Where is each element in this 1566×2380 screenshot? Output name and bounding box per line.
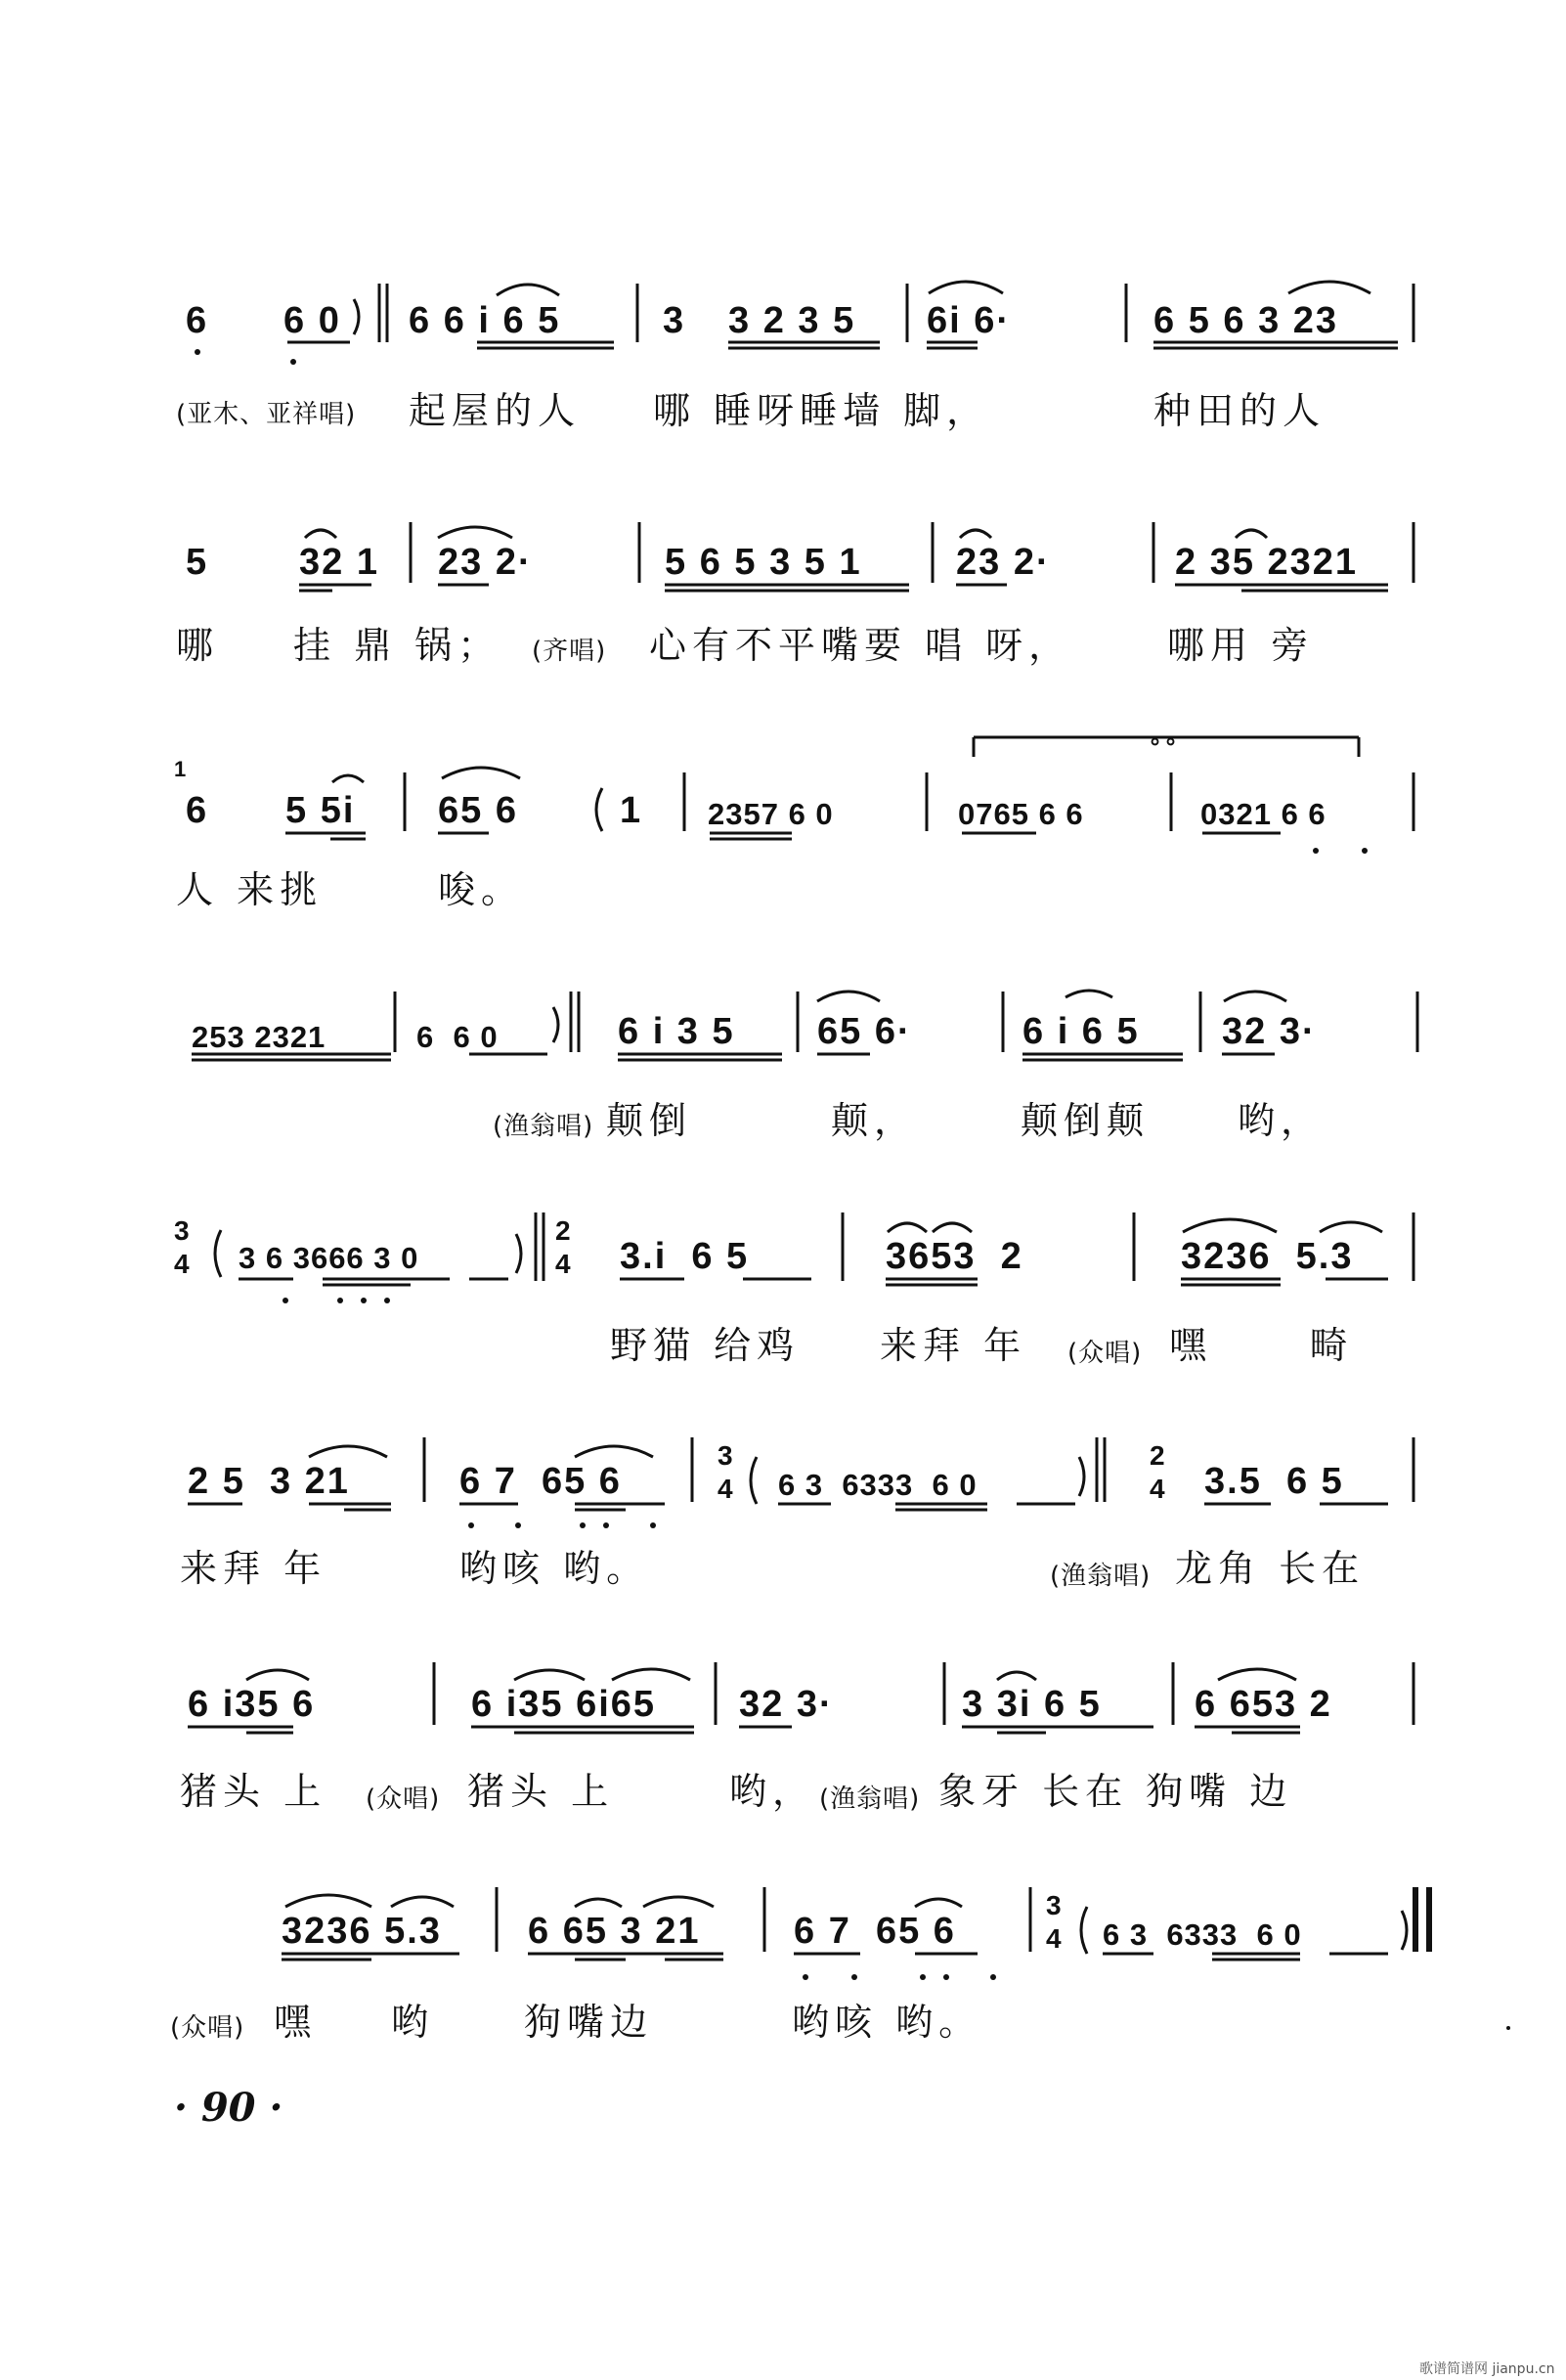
note-group: 65 6 (438, 790, 518, 831)
lyric: 哪 睡呀睡墙 脚， (653, 389, 990, 432)
note-group: 2 35 2321 (1175, 542, 1359, 583)
lyric: 起屋的人 (409, 389, 582, 432)
note-group: 2 5 3 21 (188, 1461, 350, 1502)
lyric: 嘿 (1169, 1324, 1213, 1367)
note-group: 3236 5.3 (1181, 1236, 1354, 1277)
note-group: 6 i 3 5 (618, 1011, 735, 1052)
note-group: 3.i 6 5 (620, 1236, 750, 1277)
grace-note: 1 (174, 757, 188, 781)
role-label: (亚木、亚祥唱) (176, 400, 357, 429)
note-group: 253 2321 (192, 1020, 326, 1054)
lyric: 畸 (1310, 1324, 1354, 1367)
page-number: · 90 · (174, 2085, 283, 2131)
time-sig-bottom: 4 (1150, 1474, 1167, 1504)
time-sig-top: 3 (718, 1440, 735, 1471)
note-group: 6 5 6 3 23 (1153, 300, 1339, 341)
note: 5 (186, 542, 209, 583)
note: 6 (186, 300, 209, 341)
role-label: (众唱) (366, 1785, 441, 1814)
lyric: 心有不平嘴要 唱 呀， (649, 624, 1072, 667)
lyric: 哟， (1238, 1099, 1325, 1142)
note-group: 0765 6 6 (958, 797, 1084, 831)
note-group: 32 3· (739, 1684, 834, 1725)
note-group: 23 2· (956, 542, 1051, 583)
note-group: 5 6 5 3 5 1 (665, 542, 862, 583)
lyric: 来拜 年 (180, 1547, 327, 1590)
note-group: 3236 5.3 (282, 1911, 442, 1952)
note: 3 (663, 300, 686, 341)
lyric: 哪 (176, 624, 220, 667)
note-group: 6 7 65 6 (794, 1911, 956, 1952)
lyric: 哟咳 哟。 (792, 2001, 982, 2044)
role-label: (渔翁唱) (1050, 1562, 1152, 1591)
note-group: 6 0 (283, 300, 341, 341)
role-label: (众唱) (170, 2013, 245, 2043)
note-group: 6 i 6 5 (1022, 1011, 1140, 1052)
lyric: 种田的人 (1153, 389, 1327, 432)
role-label: (众唱) (1067, 1339, 1143, 1368)
note-group: 3 3i 6 5 (962, 1684, 1102, 1725)
lyric: 狗嘴边 (524, 2001, 654, 2044)
time-sig-top: 2 (555, 1215, 573, 1246)
time-sig-bottom: 4 (1046, 1923, 1064, 1954)
note-group: 3 2 3 5 (728, 300, 856, 341)
time-sig-top: 2 (1150, 1440, 1167, 1471)
time-sig-bottom: 4 (174, 1249, 192, 1279)
note-group: 23 2· (438, 542, 533, 583)
lyric: 颠， (831, 1099, 918, 1142)
time-sig-top: 3 (1046, 1890, 1064, 1920)
lyric: 人 来挑 (176, 868, 324, 911)
note-group: 6 65 3 21 (528, 1911, 701, 1952)
note: 1 (620, 790, 643, 831)
note-group: 5 5i (285, 790, 356, 831)
note-group: 6 i35 6i65 (471, 1684, 657, 1725)
lyric: 挂 鼎 锅； (293, 624, 501, 667)
lyric: 颠倒颠 (1021, 1099, 1151, 1142)
lyric: 哟 (391, 2001, 435, 2044)
lyric: 野猫 给鸡 (610, 1324, 801, 1367)
note-group: 3.5 6 5 (1204, 1461, 1344, 1502)
lyric: 唆。 (438, 868, 525, 911)
lyric: 象牙 长在 狗嘴 边 (938, 1770, 1293, 1813)
lyric: 来拜 年 (880, 1324, 1027, 1367)
lyric: 哪用 旁 (1167, 624, 1315, 667)
note-group: 6i 6· (927, 300, 1012, 341)
note-group: 6 i35 6 (188, 1684, 316, 1725)
role-label: (渔翁唱) (493, 1112, 594, 1141)
lyric: 颠倒 (606, 1099, 693, 1142)
note-group: 3653 2 (886, 1236, 1023, 1277)
role-label: (渔翁唱) (819, 1785, 921, 1814)
lyric: 哟， (729, 1770, 816, 1813)
repeat-mark: ∘∘ (1148, 728, 1180, 755)
watermark: 歌谱简谱网 jianpu.cn (1419, 2361, 1555, 2377)
note-group: 2357 6 0 (708, 797, 834, 831)
note-group: 6 7 65 6 (459, 1461, 622, 1502)
note-group: 6 3 6333 6 0 (778, 1468, 978, 1502)
note-group: 0321 6 6 (1200, 797, 1327, 831)
note-group: 6 6 i 6 5 (409, 300, 561, 341)
lyric: 猪头 上 (180, 1770, 327, 1813)
time-sig-bottom: 4 (555, 1249, 573, 1279)
note-group: 6 6 0 (416, 1020, 499, 1054)
note-group: 3 6 3666 3 0 (239, 1241, 419, 1275)
lyric: 龙角 长在 (1175, 1547, 1366, 1590)
note-group: 32 1 (299, 542, 379, 583)
note-group: 6 3 6333 6 0 (1103, 1917, 1302, 1952)
lyric: 嘿 (274, 2001, 318, 2044)
note-group: 65 6· (817, 1011, 912, 1052)
role-label: (齐唱) (532, 637, 607, 666)
note-group: 6 653 2 (1195, 1684, 1332, 1725)
note: 6 (186, 790, 209, 831)
note-group: 32 3· (1222, 1011, 1317, 1052)
time-sig-top: 3 (174, 1215, 192, 1246)
lyric: 哟咳 哟。 (459, 1547, 650, 1590)
lyric: 猪头 上 (467, 1770, 615, 1813)
time-sig-bottom: 4 (718, 1474, 735, 1504)
